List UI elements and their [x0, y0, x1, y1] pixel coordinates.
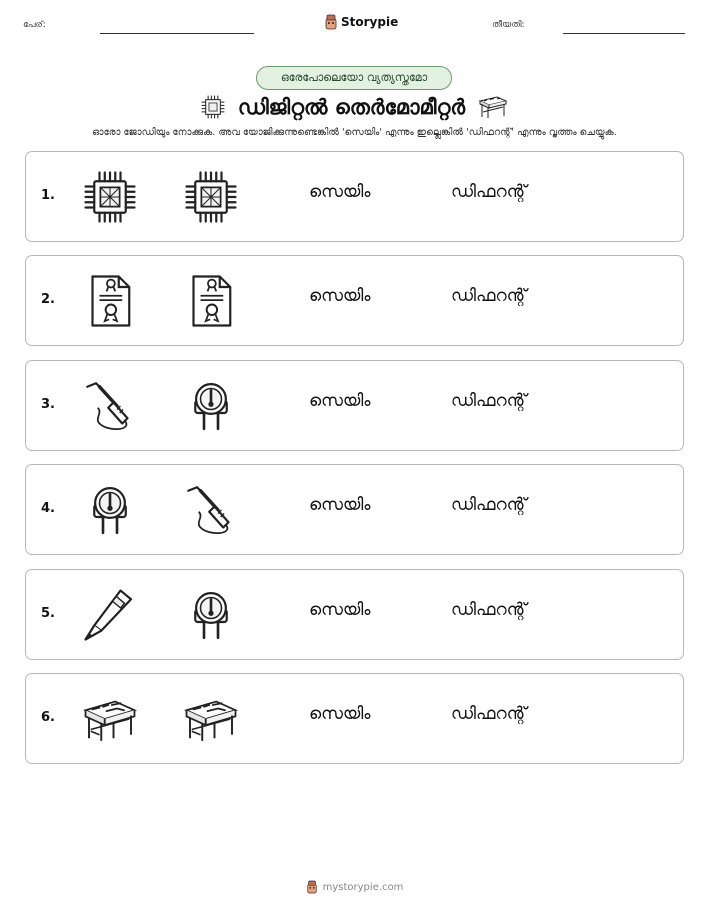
question-number: 6.: [41, 710, 55, 725]
same-option[interactable]: സെയിം: [309, 182, 371, 202]
instruction-text: ഓരോ ജോഡിയും നോക്കുക. അവ യോജിക്കുന്നുണ്ടെങ്കിൽ 'സെയിം' എന്നും ഇല്ലെങ്കിൽ 'ഡിഫറന്റ്' എന്നും വൃത്തം ചെയ്യുക.: [92, 127, 617, 138]
question-row: [25, 569, 684, 660]
workbench-icon: [477, 94, 509, 120]
same-option[interactable]: സെയിം: [309, 495, 371, 516]
same-option[interactable]: സെയിം: [309, 599, 371, 620]
workbench-icon: [183, 691, 239, 747]
storypie-mascot-icon: [324, 14, 338, 30]
worksheet-header: [0, 14, 709, 38]
chip-icon: [183, 169, 239, 225]
chip-icon: [200, 94, 226, 120]
workbench-icon: [82, 691, 138, 747]
question-number: 2.: [41, 292, 55, 308]
name-label: പേര്:: [23, 20, 46, 30]
sensor-icon: [183, 587, 239, 643]
worksheet-type-badge: ഒരേപോലെയോ വ്യത്യസ്തമോ: [256, 66, 452, 90]
different-option[interactable]: ഡിഫറന്റ്: [451, 495, 527, 516]
question-number: 5.: [41, 605, 55, 621]
same-option[interactable]: സെയിം: [309, 390, 371, 411]
different-option[interactable]: ഡിഫറന്റ്: [451, 182, 527, 202]
name-field[interactable]: [100, 33, 254, 34]
thermometer-icon: [82, 587, 138, 643]
footer: [0, 880, 709, 894]
storypie-logo: [324, 14, 398, 30]
soldering-iron-icon: [82, 378, 138, 434]
different-option[interactable]: ഡിഫറന്റ്: [451, 286, 527, 307]
question-number: 4.: [41, 501, 55, 517]
different-option[interactable]: ഡിഫറന്റ്: [451, 704, 527, 724]
certificate-icon: [183, 273, 239, 329]
storypie-mascot-icon: [306, 880, 318, 894]
same-option[interactable]: സെയിം: [309, 286, 371, 307]
date-label: തീയതി:: [492, 20, 525, 30]
question-row: [25, 673, 684, 764]
question-row: [25, 360, 684, 451]
question-number: 1.: [41, 188, 55, 203]
same-option[interactable]: സെയിം: [309, 704, 371, 724]
title-row: [0, 92, 709, 122]
footer-url: mystorypie.com: [322, 881, 404, 893]
soldering-iron-icon: [183, 482, 239, 538]
certificate-icon: [82, 273, 138, 329]
question-row: [25, 255, 684, 346]
sensor-icon: [82, 482, 138, 538]
question-number: 3.: [41, 396, 55, 412]
different-option[interactable]: ഡിഫറന്റ്: [451, 390, 527, 411]
question-row: [25, 151, 684, 242]
brand-name: Storypie: [341, 15, 399, 29]
date-field[interactable]: [563, 33, 685, 34]
chip-icon: [82, 169, 138, 225]
page-title: ഡിജിറ്റൽ തെർമോമീറ്റർ: [237, 94, 466, 119]
different-option[interactable]: ഡിഫറന്റ്: [451, 599, 527, 620]
question-row: [25, 464, 684, 555]
sensor-icon: [183, 378, 239, 434]
